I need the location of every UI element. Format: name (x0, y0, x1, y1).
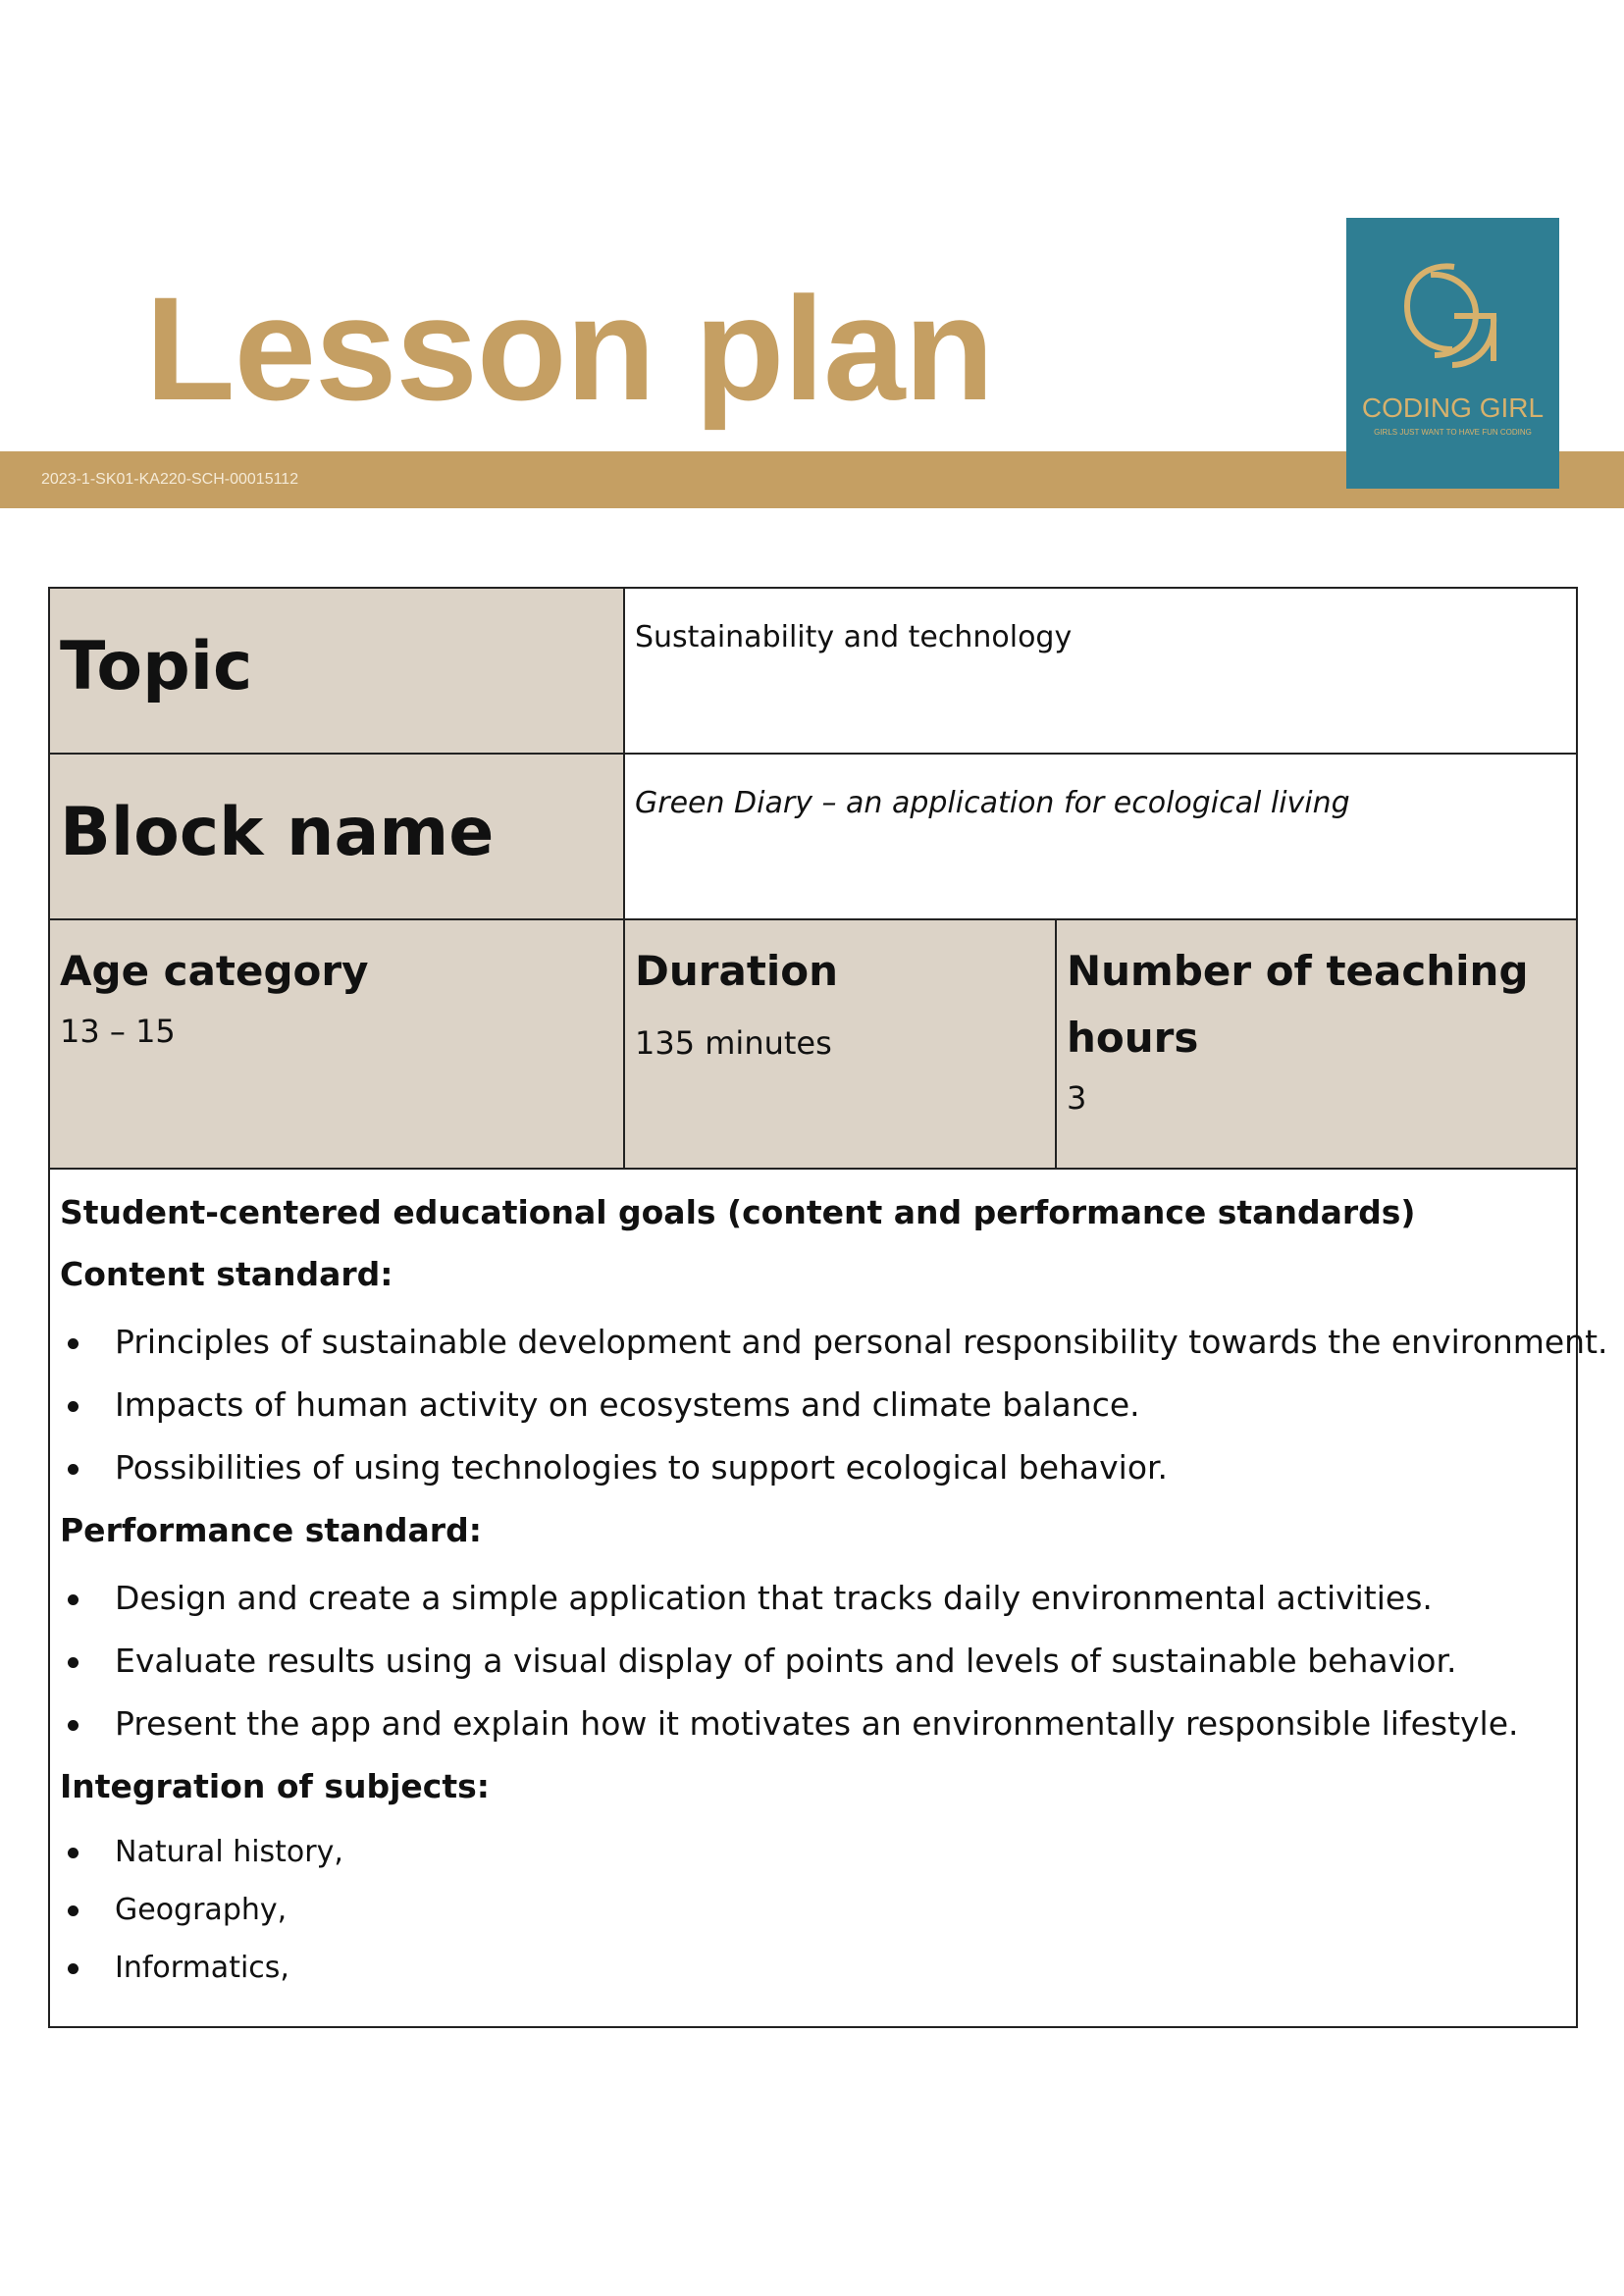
performance-standard-heading: Performance standard: (60, 1511, 482, 1549)
list-item-text: Present the app and explain how it motivates an environmentally responsible lifestyle. (115, 1704, 1519, 1743)
list-item (60, 1630, 1566, 1693)
list-item-text: Evaluate results using a visual display of points and levels of sustainable behavior. (115, 1642, 1457, 1680)
duration-cell (624, 919, 1056, 1169)
bullet-icon (68, 1963, 79, 1974)
coding-girl-logo (1346, 218, 1559, 489)
teaching-hours-value: 3 (1067, 1079, 1087, 1117)
block-label-cell (49, 754, 624, 919)
list-item-text: Possibilities of using technologies to support ecological behavior. (115, 1448, 1169, 1487)
lesson-plan-table (48, 587, 1608, 2028)
integration-heading: Integration of subjects: (60, 1767, 490, 1805)
performance-standard-list (60, 1567, 1566, 1755)
list-item-text: Principles of sustainable development and personal responsibility towards the environment. (115, 1323, 1608, 1361)
bullet-icon (68, 1657, 79, 1668)
bullet-icon (68, 1338, 79, 1349)
bullet-icon (68, 1848, 79, 1858)
cg-monogram-icon (1346, 218, 1559, 489)
list-item (60, 1374, 1566, 1436)
age-cell (49, 919, 624, 1169)
list-item (60, 1881, 1566, 1939)
topic-row (49, 588, 1577, 754)
goals-cell (49, 1169, 1608, 2027)
topic-label-cell (49, 588, 624, 754)
list-item-text: Natural history, (115, 1835, 343, 1869)
logo-tagline: GIRLS JUST WANT TO HAVE FUN CODING (1374, 428, 1532, 437)
hours-cell (1056, 919, 1577, 1169)
duration-value: 135 minutes (635, 1024, 832, 1062)
page-title: Lesson plan (145, 266, 994, 431)
integration-list (60, 1823, 1566, 1997)
project-id: 2023-1-SK01-KA220-SCH-00015112 (41, 471, 299, 488)
bullet-icon (68, 1464, 79, 1475)
logo-name: CODING GIRL (1361, 392, 1545, 423)
block-name-label: Block name (60, 794, 495, 871)
bullet-icon (68, 1594, 79, 1605)
list-item-text: Design and create a simple application that tracks daily environmental activities. (115, 1579, 1433, 1617)
bullet-icon (68, 1905, 79, 1916)
age-category-label: Age category (60, 947, 369, 995)
teaching-hours-label: Number of teaching hours (1067, 947, 1529, 1062)
content-standard-list (60, 1311, 1608, 1499)
duration-label: Duration (635, 947, 839, 995)
list-item (60, 1823, 1566, 1881)
list-item-text: Informatics, (115, 1951, 289, 1985)
bullet-icon (68, 1720, 79, 1731)
topic-label: Topic (60, 628, 253, 705)
topic-value-cell (624, 588, 1577, 754)
bullet-icon (68, 1401, 79, 1412)
list-item (60, 1436, 1566, 1499)
block-name-value: Green Diary – an application for ecological living (635, 786, 1350, 820)
list-item (60, 1939, 1566, 1997)
list-item-text: Geography, (115, 1893, 288, 1927)
goals-row (49, 1169, 1577, 2027)
block-row (49, 754, 1577, 919)
goals-heading: Student-centered educational goals (content and performance standards) (60, 1193, 1416, 1231)
age-category-value: 13 – 15 (60, 1013, 176, 1050)
block-value-cell (624, 754, 1577, 919)
list-item (60, 1693, 1566, 1755)
topic-value: Sustainability and technology (635, 620, 1073, 654)
list-item-text: Impacts of human activity on ecosystems and climate balance. (115, 1385, 1140, 1424)
list-item (60, 1311, 1608, 1374)
details-row (49, 919, 1577, 1169)
content-standard-heading: Content standard: (60, 1255, 393, 1293)
list-item (60, 1567, 1566, 1630)
